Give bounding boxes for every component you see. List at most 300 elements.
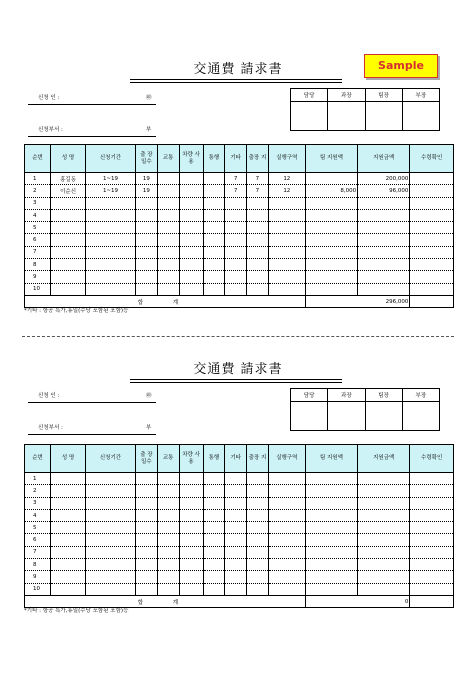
- approval-sign-cell[interactable]: [402, 402, 439, 431]
- cell-days[interactable]: [136, 497, 158, 509]
- department-label: 신청부서 :: [38, 425, 63, 431]
- cell-name[interactable]: [51, 234, 86, 246]
- cell-receipt[interactable]: [410, 185, 454, 197]
- cell-etc[interactable]: [225, 259, 247, 271]
- cell-team-support[interactable]: [305, 234, 357, 246]
- cell-receipt[interactable]: [410, 283, 454, 295]
- cell-zone[interactable]: [268, 283, 305, 295]
- cell-name[interactable]: [51, 197, 86, 209]
- cell-receipt[interactable]: [410, 583, 454, 595]
- cell-transport[interactable]: [157, 185, 179, 197]
- cell-etc[interactable]: [225, 283, 247, 295]
- cell-days[interactable]: [136, 546, 158, 558]
- cell-team-support[interactable]: [305, 173, 357, 185]
- cell-car[interactable]: [179, 571, 203, 583]
- cell-toll[interactable]: [203, 173, 225, 185]
- cell-period[interactable]: [85, 559, 135, 571]
- cell-toll[interactable]: [203, 534, 225, 546]
- cell-transport[interactable]: [157, 209, 179, 221]
- cell-days[interactable]: [136, 259, 158, 271]
- table-row: [25, 583, 454, 595]
- cell-name[interactable]: [51, 485, 86, 497]
- cell-name[interactable]: 홍길동: [51, 173, 86, 185]
- cell-toll[interactable]: [203, 185, 225, 197]
- cell-receipt[interactable]: [410, 522, 454, 534]
- cell-zone[interactable]: [268, 497, 305, 509]
- cell-amount[interactable]: [358, 197, 410, 209]
- cell-zone[interactable]: [268, 534, 305, 546]
- cell-toll[interactable]: [203, 197, 225, 209]
- approval-sign-cell[interactable]: [291, 402, 328, 431]
- cell-receipt[interactable]: [410, 197, 454, 209]
- cell-trip[interactable]: [247, 571, 269, 583]
- cell-period[interactable]: [85, 497, 135, 509]
- cell-receipt[interactable]: [410, 173, 454, 185]
- cell-transport[interactable]: [157, 283, 179, 295]
- cell-trip[interactable]: [247, 497, 269, 509]
- cell-team-support[interactable]: [305, 209, 357, 221]
- cell-transport[interactable]: [157, 246, 179, 258]
- cell-period[interactable]: [85, 283, 135, 295]
- cell-transport[interactable]: [157, 509, 179, 521]
- cell-etc[interactable]: [225, 209, 247, 221]
- cell-days[interactable]: [136, 209, 158, 221]
- cell-etc[interactable]: [225, 197, 247, 209]
- cell-name[interactable]: [51, 271, 86, 283]
- cell-trip[interactable]: [247, 534, 269, 546]
- cell-period[interactable]: [85, 259, 135, 271]
- cell-days[interactable]: [136, 522, 158, 534]
- table-row: [25, 222, 454, 234]
- cell-name[interactable]: [51, 509, 86, 521]
- cell-zone[interactable]: [268, 522, 305, 534]
- cell-car[interactable]: [179, 534, 203, 546]
- cell-amount[interactable]: [358, 271, 410, 283]
- cell-trip[interactable]: [247, 559, 269, 571]
- cell-etc[interactable]: [225, 234, 247, 246]
- form-title: 交通費 請求書: [193, 62, 283, 77]
- cell-amount[interactable]: [358, 522, 410, 534]
- cell-etc[interactable]: [225, 222, 247, 234]
- cell-amount[interactable]: [358, 571, 410, 583]
- cell-toll[interactable]: [203, 497, 225, 509]
- cell-receipt[interactable]: [410, 559, 454, 571]
- cell-team-support[interactable]: [305, 259, 357, 271]
- applicant-line: [28, 104, 156, 105]
- cell-team-support[interactable]: [305, 583, 357, 595]
- cell-zone[interactable]: 12: [268, 173, 305, 185]
- cell-zone[interactable]: [268, 571, 305, 583]
- cell-etc[interactable]: [225, 473, 247, 485]
- cell-days[interactable]: [136, 485, 158, 497]
- cell-car[interactable]: [179, 246, 203, 258]
- cell-toll[interactable]: [203, 259, 225, 271]
- cell-amount[interactable]: [358, 473, 410, 485]
- cell-trip[interactable]: [247, 546, 269, 558]
- applicant-seal: ㊞: [146, 95, 152, 101]
- cell-days[interactable]: 19: [136, 185, 158, 197]
- cell-toll[interactable]: [203, 509, 225, 521]
- cell-etc[interactable]: [225, 546, 247, 558]
- column-header-days: 출 장 일수: [136, 145, 158, 173]
- cell-trip[interactable]: [247, 485, 269, 497]
- cell-zone[interactable]: [268, 246, 305, 258]
- cell-car[interactable]: [179, 485, 203, 497]
- cell-toll[interactable]: [203, 222, 225, 234]
- cell-etc[interactable]: 7: [225, 173, 247, 185]
- cell-period[interactable]: [85, 473, 135, 485]
- cell-amount[interactable]: [358, 534, 410, 546]
- cell-zone[interactable]: [268, 259, 305, 271]
- cell-period[interactable]: [85, 246, 135, 258]
- cell-amount[interactable]: [358, 222, 410, 234]
- cell-trip[interactable]: 7: [247, 173, 269, 185]
- total-receipt-cell[interactable]: [410, 595, 454, 607]
- approval-label: 팀장: [365, 389, 402, 402]
- approval-sign-cell[interactable]: [365, 102, 402, 131]
- cell-receipt[interactable]: [410, 497, 454, 509]
- approval-sign-cell[interactable]: [365, 402, 402, 431]
- cell-transport[interactable]: [157, 571, 179, 583]
- total-receipt-cell[interactable]: [410, 295, 454, 307]
- cell-zone[interactable]: [268, 234, 305, 246]
- cell-etc[interactable]: [225, 509, 247, 521]
- cell-name[interactable]: [51, 473, 86, 485]
- table-row: [25, 271, 454, 283]
- table-row: [25, 497, 454, 509]
- cell-etc[interactable]: [225, 559, 247, 571]
- cell-days[interactable]: [136, 234, 158, 246]
- cell-seq: 2: [25, 185, 51, 197]
- cell-toll[interactable]: [203, 546, 225, 558]
- cell-name[interactable]: [51, 559, 86, 571]
- cell-toll[interactable]: [203, 522, 225, 534]
- cell-amount[interactable]: [358, 283, 410, 295]
- cell-receipt[interactable]: [410, 259, 454, 271]
- cell-trip[interactable]: 7: [247, 185, 269, 197]
- cell-trip[interactable]: [247, 583, 269, 595]
- cell-amount[interactable]: [358, 546, 410, 558]
- cell-zone[interactable]: [268, 559, 305, 571]
- cell-etc[interactable]: [225, 246, 247, 258]
- cell-period[interactable]: 1~19: [85, 173, 135, 185]
- cell-transport[interactable]: [157, 559, 179, 571]
- cell-team-support[interactable]: [305, 571, 357, 583]
- cell-transport[interactable]: [157, 234, 179, 246]
- cell-name[interactable]: [51, 583, 86, 595]
- column-header-zone: 실행구역: [268, 445, 305, 473]
- table-row: [25, 485, 454, 497]
- cut-line: [22, 336, 454, 337]
- cell-amount[interactable]: [358, 485, 410, 497]
- column-header-team-support: 팀 지원액: [305, 145, 357, 173]
- cell-receipt[interactable]: [410, 271, 454, 283]
- approval-label: 팀장: [365, 89, 402, 102]
- cell-car[interactable]: [179, 559, 203, 571]
- cell-zone[interactable]: [268, 473, 305, 485]
- cell-days[interactable]: [136, 509, 158, 521]
- cell-team-support[interactable]: [305, 197, 357, 209]
- cell-car[interactable]: [179, 583, 203, 595]
- cell-transport[interactable]: [157, 522, 179, 534]
- cell-team-support[interactable]: [305, 559, 357, 571]
- cell-days[interactable]: [136, 222, 158, 234]
- table-row: [25, 283, 454, 295]
- column-header-receipt: 수령확인: [410, 145, 454, 173]
- cell-period[interactable]: [85, 197, 135, 209]
- table-row: [25, 259, 454, 271]
- cell-receipt[interactable]: [410, 234, 454, 246]
- cell-trip[interactable]: [247, 222, 269, 234]
- cell-car[interactable]: [179, 259, 203, 271]
- cell-trip[interactable]: [247, 197, 269, 209]
- cell-period[interactable]: [85, 534, 135, 546]
- department-line: [28, 434, 156, 435]
- cell-toll[interactable]: [203, 234, 225, 246]
- cell-receipt[interactable]: [410, 222, 454, 234]
- cell-seq: 8: [25, 559, 51, 571]
- cell-zone[interactable]: [268, 209, 305, 221]
- cell-zone[interactable]: [268, 583, 305, 595]
- cell-transport[interactable]: [157, 173, 179, 185]
- cell-seq: 9: [25, 271, 51, 283]
- column-header-seq: 순번: [25, 445, 51, 473]
- cell-zone[interactable]: [268, 546, 305, 558]
- cell-etc[interactable]: [225, 485, 247, 497]
- cell-days[interactable]: [136, 473, 158, 485]
- cell-name[interactable]: [51, 571, 86, 583]
- cell-toll[interactable]: [203, 246, 225, 258]
- cell-car[interactable]: [179, 497, 203, 509]
- cell-transport[interactable]: [157, 583, 179, 595]
- cell-zone[interactable]: [268, 509, 305, 521]
- cell-car[interactable]: [179, 546, 203, 558]
- cell-seq: 1: [25, 173, 51, 185]
- cell-team-support[interactable]: [305, 522, 357, 534]
- cell-team-support[interactable]: 8,000: [305, 185, 357, 197]
- cell-transport[interactable]: [157, 534, 179, 546]
- cell-zone[interactable]: [268, 485, 305, 497]
- cell-period[interactable]: [85, 234, 135, 246]
- cell-receipt[interactable]: [410, 571, 454, 583]
- table-row: [25, 246, 454, 258]
- cell-receipt[interactable]: [410, 209, 454, 221]
- cell-toll[interactable]: [203, 283, 225, 295]
- cell-days[interactable]: [136, 534, 158, 546]
- column-header-amount: 지원금액: [358, 445, 410, 473]
- cell-trip[interactable]: [247, 234, 269, 246]
- cell-transport[interactable]: [157, 546, 179, 558]
- cell-car[interactable]: [179, 173, 203, 185]
- cell-car[interactable]: [179, 234, 203, 246]
- cell-transport[interactable]: [157, 485, 179, 497]
- cell-amount[interactable]: 96,000: [358, 185, 410, 197]
- approval-sign-cell[interactable]: [402, 102, 439, 131]
- cell-period[interactable]: [85, 209, 135, 221]
- cell-receipt[interactable]: [410, 534, 454, 546]
- cell-receipt[interactable]: [410, 246, 454, 258]
- cell-car[interactable]: [179, 271, 203, 283]
- cell-days[interactable]: 19: [136, 173, 158, 185]
- table-row: [25, 571, 454, 583]
- cell-name[interactable]: [51, 497, 86, 509]
- column-header-receipt: 수령확인: [410, 445, 454, 473]
- cell-days[interactable]: [136, 283, 158, 295]
- cell-days[interactable]: [136, 559, 158, 571]
- approval-sign-cell[interactable]: [328, 102, 365, 131]
- cell-etc[interactable]: [225, 571, 247, 583]
- cell-car[interactable]: [179, 522, 203, 534]
- applicant-label: 신청 인 :: [38, 95, 60, 101]
- cell-period[interactable]: 1~19: [85, 185, 135, 197]
- cell-receipt[interactable]: [410, 546, 454, 558]
- cell-name[interactable]: [51, 283, 86, 295]
- cell-team-support[interactable]: [305, 546, 357, 558]
- cell-team-support[interactable]: [305, 473, 357, 485]
- cell-name[interactable]: [51, 246, 86, 258]
- table-row: [25, 522, 454, 534]
- cell-amount[interactable]: [358, 559, 410, 571]
- column-header-amount: 지원금액: [358, 145, 410, 173]
- cell-name[interactable]: [51, 534, 86, 546]
- cell-trip[interactable]: [247, 473, 269, 485]
- cell-period[interactable]: [85, 571, 135, 583]
- cell-car[interactable]: [179, 222, 203, 234]
- cell-name[interactable]: [51, 522, 86, 534]
- cell-receipt[interactable]: [410, 509, 454, 521]
- cell-trip[interactable]: [247, 522, 269, 534]
- cell-etc[interactable]: 7: [225, 185, 247, 197]
- cell-trip[interactable]: [247, 271, 269, 283]
- cell-period[interactable]: [85, 222, 135, 234]
- cell-etc[interactable]: [225, 534, 247, 546]
- cell-amount[interactable]: [358, 234, 410, 246]
- cell-amount[interactable]: [358, 509, 410, 521]
- approval-sign-cell[interactable]: [328, 402, 365, 431]
- cell-toll[interactable]: [203, 271, 225, 283]
- cell-transport[interactable]: [157, 473, 179, 485]
- column-header-period: 신청기간: [85, 445, 135, 473]
- cell-team-support[interactable]: [305, 485, 357, 497]
- cell-etc[interactable]: [225, 497, 247, 509]
- cell-amount[interactable]: [358, 209, 410, 221]
- cell-team-support[interactable]: [305, 534, 357, 546]
- applicant-line: [28, 402, 156, 403]
- cell-receipt[interactable]: [410, 473, 454, 485]
- cell-team-support[interactable]: [305, 497, 357, 509]
- cell-transport[interactable]: [157, 197, 179, 209]
- cell-trip[interactable]: [247, 246, 269, 258]
- cell-transport[interactable]: [157, 222, 179, 234]
- column-header-trip: 출장 지: [247, 145, 269, 173]
- cell-toll[interactable]: [203, 473, 225, 485]
- cell-seq: 7: [25, 246, 51, 258]
- cell-days[interactable]: [136, 246, 158, 258]
- cell-zone[interactable]: [268, 197, 305, 209]
- cell-days[interactable]: [136, 271, 158, 283]
- cell-toll[interactable]: [203, 583, 225, 595]
- cell-period[interactable]: [85, 546, 135, 558]
- column-header-transport: 교통: [157, 445, 179, 473]
- cell-period[interactable]: [85, 271, 135, 283]
- cell-name[interactable]: [51, 209, 86, 221]
- expense-table: [24, 444, 454, 608]
- cell-name[interactable]: [51, 222, 86, 234]
- cell-car[interactable]: [179, 283, 203, 295]
- cell-zone[interactable]: [268, 271, 305, 283]
- approval-sign-cell[interactable]: [291, 102, 328, 131]
- cell-toll[interactable]: [203, 571, 225, 583]
- cell-amount[interactable]: [358, 246, 410, 258]
- cell-team-support[interactable]: [305, 222, 357, 234]
- form-title: 交通費 請求書: [193, 362, 283, 377]
- cell-toll[interactable]: [203, 209, 225, 221]
- cell-period[interactable]: [85, 583, 135, 595]
- cell-trip[interactable]: [247, 283, 269, 295]
- cell-days[interactable]: [136, 571, 158, 583]
- department-suffix: 부: [146, 127, 152, 133]
- cell-trip[interactable]: [247, 259, 269, 271]
- cell-period[interactable]: [85, 485, 135, 497]
- column-header-toll: 통행: [203, 145, 225, 173]
- cell-amount[interactable]: 200,000: [358, 173, 410, 185]
- cell-team-support[interactable]: [305, 246, 357, 258]
- cell-transport[interactable]: [157, 497, 179, 509]
- cell-car[interactable]: [179, 473, 203, 485]
- cell-trip[interactable]: [247, 509, 269, 521]
- cell-car[interactable]: [179, 197, 203, 209]
- department-label: 신청부서 :: [38, 127, 63, 133]
- cell-name[interactable]: [51, 546, 86, 558]
- cell-etc[interactable]: [225, 522, 247, 534]
- cell-amount[interactable]: [358, 497, 410, 509]
- cell-days[interactable]: [136, 197, 158, 209]
- cell-name[interactable]: [51, 259, 86, 271]
- cell-name[interactable]: 이순신: [51, 185, 86, 197]
- cell-zone[interactable]: 12: [268, 185, 305, 197]
- column-header-car: 차량 사용: [179, 145, 203, 173]
- cell-period[interactable]: [85, 509, 135, 521]
- column-header-car: 차량 사용: [179, 445, 203, 473]
- cell-transport[interactable]: [157, 259, 179, 271]
- cell-transport[interactable]: [157, 271, 179, 283]
- cell-toll[interactable]: [203, 559, 225, 571]
- title-underline-2: [130, 82, 342, 83]
- cell-days[interactable]: [136, 583, 158, 595]
- cell-team-support[interactable]: [305, 509, 357, 521]
- cell-car[interactable]: [179, 209, 203, 221]
- cell-car[interactable]: [179, 185, 203, 197]
- cell-period[interactable]: [85, 522, 135, 534]
- cell-team-support[interactable]: [305, 271, 357, 283]
- cell-toll[interactable]: [203, 485, 225, 497]
- column-header-etc: 기타: [225, 445, 247, 473]
- cell-team-support[interactable]: [305, 283, 357, 295]
- cell-receipt[interactable]: [410, 485, 454, 497]
- cell-seq: 7: [25, 546, 51, 558]
- cell-amount[interactable]: [358, 259, 410, 271]
- table-row: [25, 185, 454, 197]
- cell-trip[interactable]: [247, 209, 269, 221]
- cell-etc[interactable]: [225, 583, 247, 595]
- cell-car[interactable]: [179, 509, 203, 521]
- cell-etc[interactable]: [225, 271, 247, 283]
- table-row: [25, 209, 454, 221]
- cell-amount[interactable]: [358, 583, 410, 595]
- cell-zone[interactable]: [268, 222, 305, 234]
- approval-label: 담당: [291, 89, 328, 102]
- footnote: *기타 : 항공 특가,휴일(수당 포함된 포함)등: [24, 608, 129, 614]
